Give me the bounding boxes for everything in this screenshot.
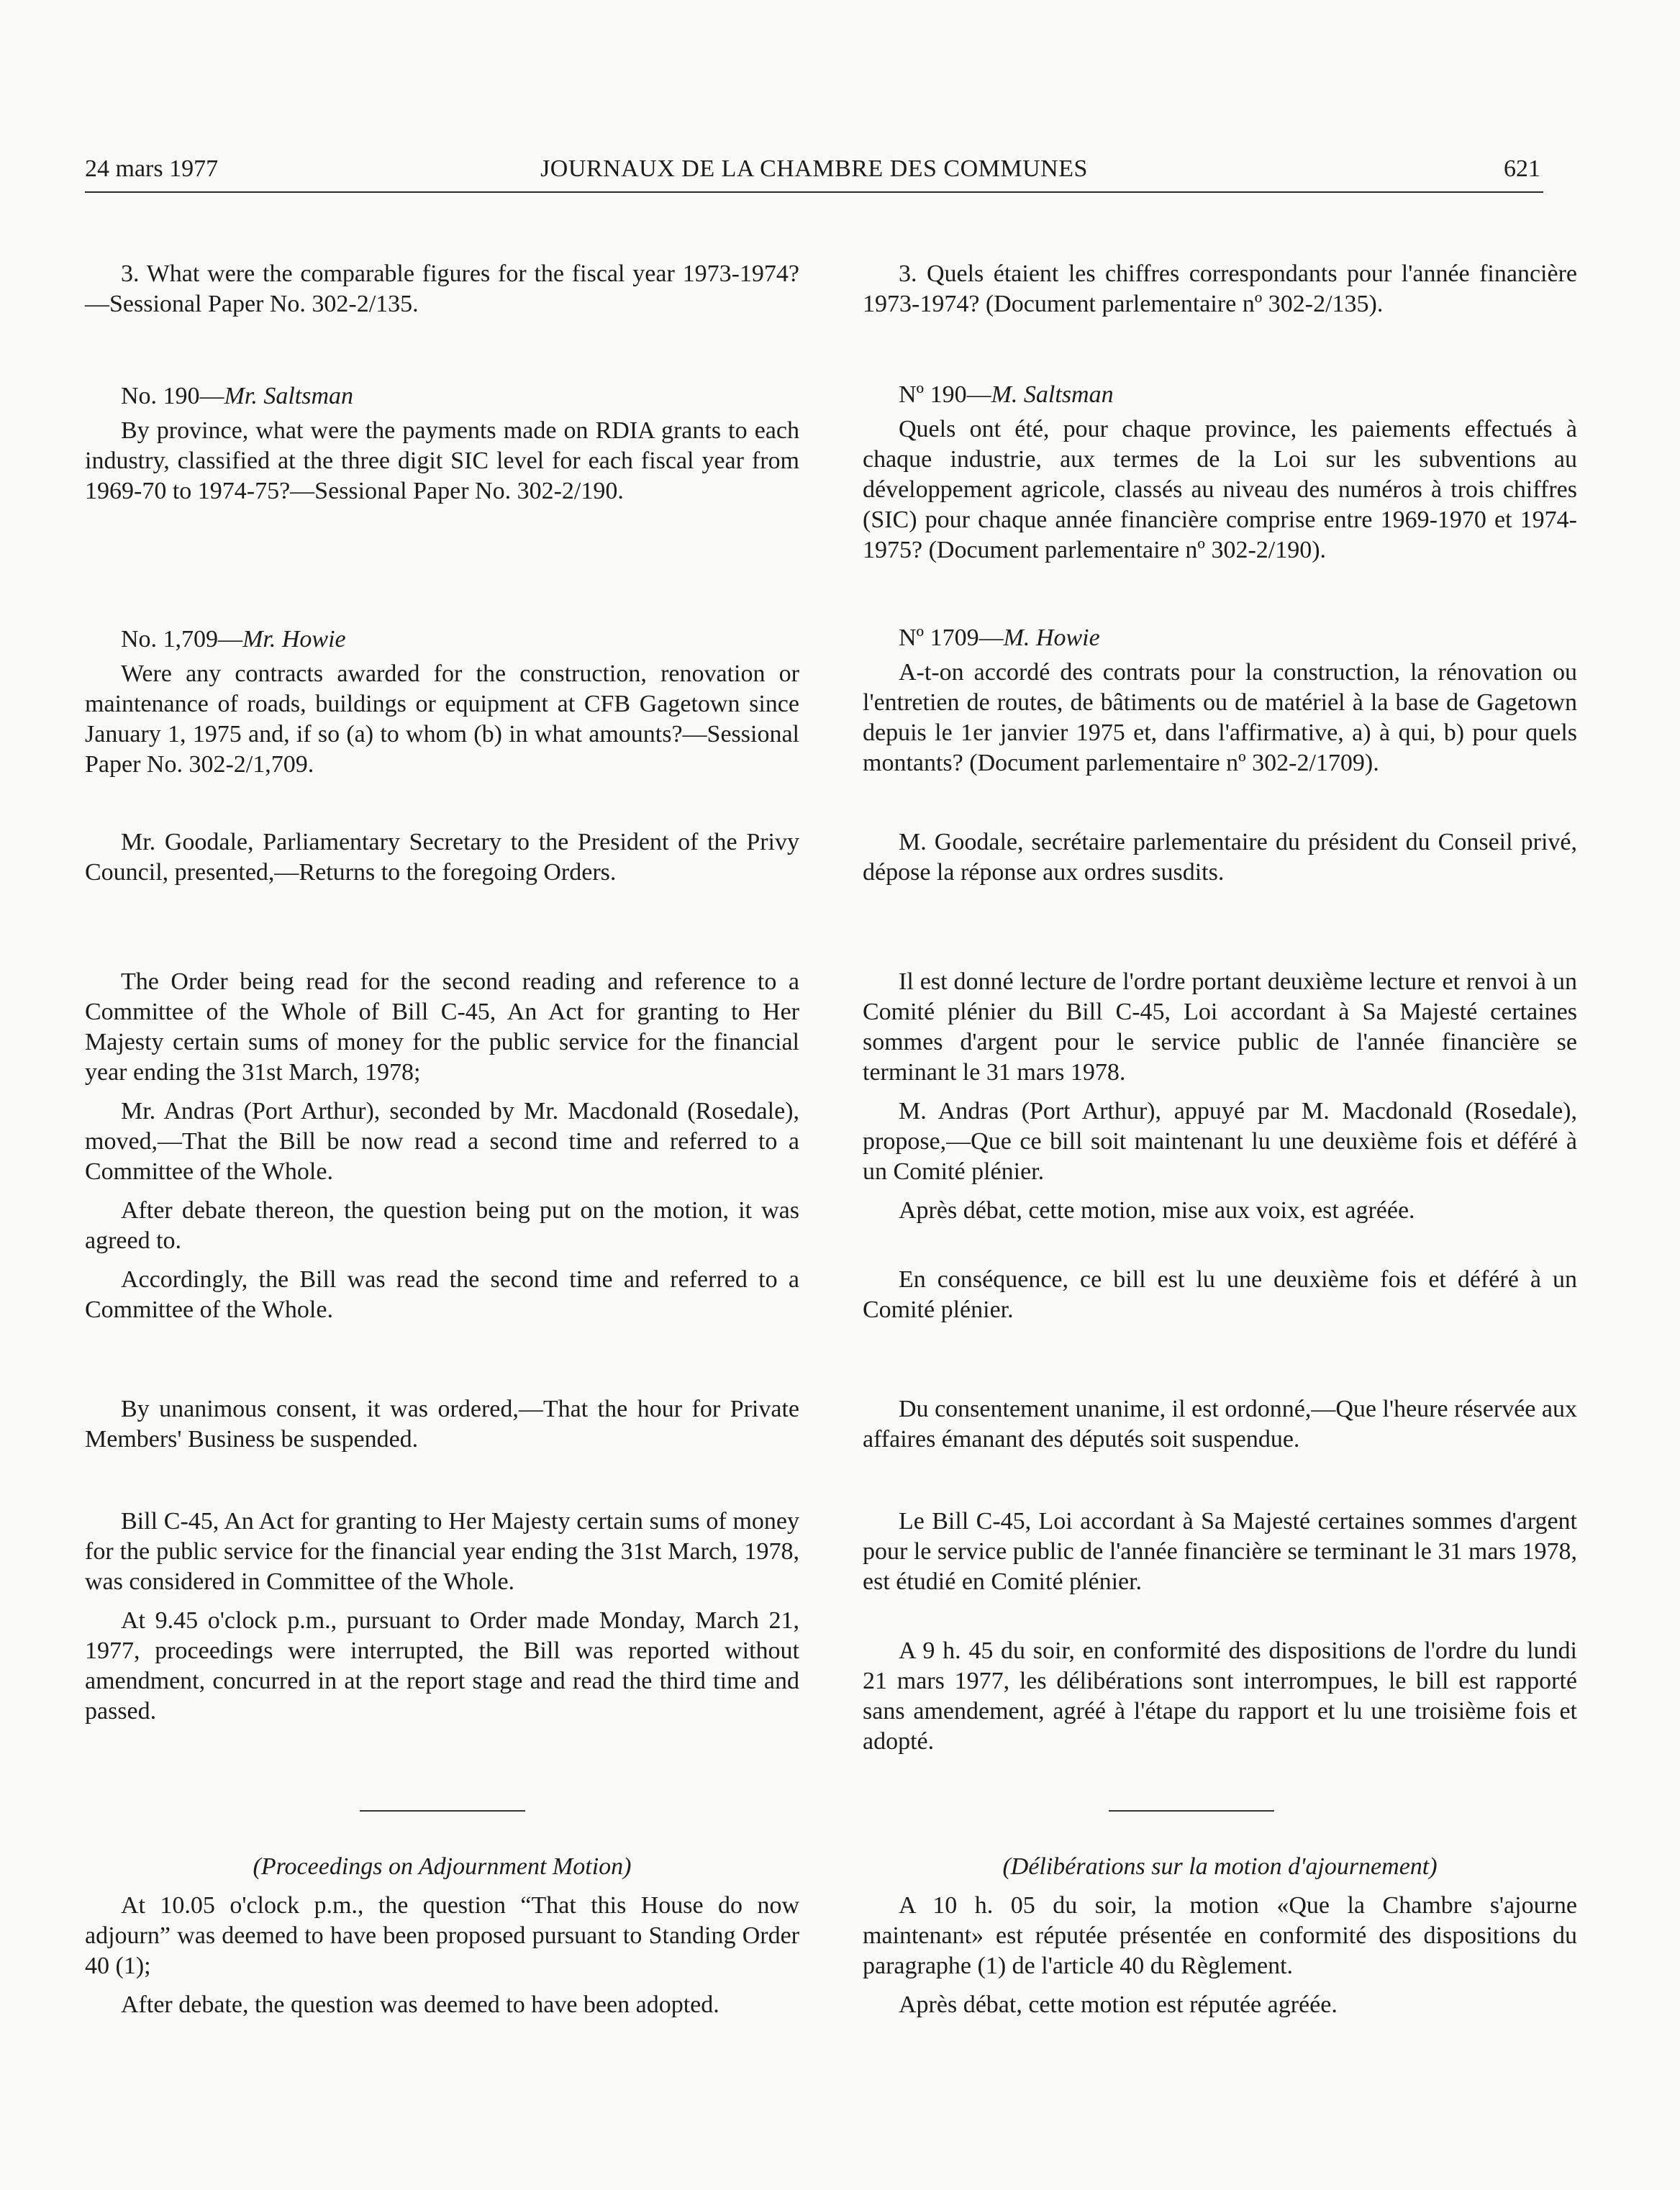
question-1709-fr-text: A-t-on accordé des contrats pour la construction, la rénovation ou l'entretien de routes, de bâtiments ou de matériel à la base de Gagetown depuis le 1er janvier 1975 et, dans l'affirmative, a) à qui, b) pour quels montants? (Document parlementaire nº 302-2/1709). xyxy=(863,659,1577,776)
proceedings-fr-heading: (Délibérations sur la motion d'ajournement) xyxy=(1002,1853,1438,1880)
question-190-fr-heading: Nº 190—M. Saltsman xyxy=(899,381,1114,408)
section-divider-fr xyxy=(1109,1810,1274,1812)
order-fr-text: Il est donné lecture de l'ordre portant deuxième lecture et renvoi à un Comité plénier du Bill C-45, Loi accordant à Sa Majesté certaines sommes d'argent pour le service public de l'année financière se terminant le 31 mars 1978. xyxy=(863,968,1577,1086)
goodale-fr-text: M. Goodale, secrétaire parlementaire du président du Conseil privé, dépose la réponse aux ordres susdits. xyxy=(863,829,1577,886)
question-1709 xyxy=(85,624,799,780)
bill-c45-fr xyxy=(863,1507,1577,1757)
bill-fr-text: Le Bill C-45, Loi accordant à Sa Majesté certaines sommes d'argent pour le service public de l'année financière se terminant le 31 mars 1978, est étudié en Comité plénier. xyxy=(863,1508,1577,1595)
accordingly-text: Accordingly, the Bill was read the second time and referred to a Committee of the Whole. xyxy=(85,1266,799,1323)
question-3 xyxy=(85,259,799,319)
question-1709-fr-heading: Nº 1709—M. Howie xyxy=(899,624,1100,651)
consent-text: By unanimous consent, it was ordered,—That the hour for Private Members' Business be suspended. xyxy=(85,1396,799,1453)
question-1709-fr xyxy=(863,623,1577,778)
journal-title: JOURNAUX DE LA CHAMBRE DES COMMUNES xyxy=(540,155,1088,182)
question-190-text: By province, what were the payments made on RDIA grants to each industry, classified at the three digit SIC level for each fiscal year from 1969-70 to 1974-75?—Sessional Paper No. 302-2/190. xyxy=(85,417,799,504)
at-1005-text: At 10.05 o'clock p.m., the question “That this House do now adjourn” was deemed to have been proposed pursuant to Standing Order 40 (1); xyxy=(85,1892,799,1979)
question-1709-heading: No. 1,709—Mr. Howie xyxy=(121,626,346,653)
debate-text: After debate thereon, the question being put on the motion, it was agreed to. xyxy=(85,1197,799,1254)
at-945-fr-text: A 9 h. 45 du soir, en conformité des dispositions de l'ordre du lundi 21 mars 1977, les délibérations sont interrompues, le bill est rapporté sans amendement, agréé à l'étape du rapport et lu une troisième fois et adopté. xyxy=(863,1637,1577,1755)
question-3-fr xyxy=(863,259,1577,319)
adopted-text: After debate, the question was deemed to have been adopted. xyxy=(121,1991,719,2018)
question-190 xyxy=(85,381,799,506)
order-text: The Order being read for the second reading and reference to a Committee of the Whole of Bill C-45, An Act for granting to Her Majesty certain sums of money for the public service for the financial year ending the 31st March, 1978; xyxy=(85,968,799,1086)
goodale-text: Mr. Goodale, Parliamentary Secretary to the President of the Privy Council, presented,—Returns to the foregoing Orders. xyxy=(85,829,799,886)
at-945-text: At 9.45 o'clock p.m., pursuant to Order made Monday, March 21, 1977, proceedings were interrupted, the Bill was reported without amendment, concurred in at the report stage and read the third time and passed. xyxy=(85,1607,799,1725)
adopted-fr-text: Après débat, cette motion est réputée agréée. xyxy=(899,1991,1338,2018)
goodale-returns-fr xyxy=(863,827,1577,888)
consent-fr-text: Du consentement unanime, il est ordonné,—Que l'heure réservée aux affaires émanant des députés soit suspendue. xyxy=(863,1396,1577,1453)
proceedings-heading: (Proceedings on Adjournment Motion) xyxy=(253,1853,632,1880)
section-divider xyxy=(360,1810,525,1812)
debate-fr-text: Après débat, cette motion, mise aux voix, est agréée. xyxy=(899,1197,1415,1224)
adjournment-proceedings-fr xyxy=(863,1852,1577,2020)
page-number: 621 xyxy=(1504,155,1540,182)
header-date: 24 mars 1977 xyxy=(85,155,219,182)
at-1005-fr-text: A 10 h. 05 du soir, la motion «Que la Chambre s'ajourne maintenant» est réputée présentée en conformité des dispositions du paragraphe (1) de l'article 40 du Règlement. xyxy=(863,1892,1577,1979)
andras-motion-fr: M. Andras (Port Arthur), appuyé par M. Macdonald (Rosedale), propose,—Que ce bill soit maintenant lu une deuxième fois et déféré à un Comité plénier. xyxy=(863,1098,1577,1185)
question-190-fr-text: Quels ont été, pour chaque province, les paiements effectués à chaque industrie, aux termes de la Loi sur les subventions au développement agricole, classés au niveau des numéros à trois chiffres (SIC) pour chaque année financière comprise entre 1969-1970 et 1974-1975? (Document parlementaire nº 302-2/190). xyxy=(863,416,1577,563)
andras-motion: Mr. Andras (Port Arthur), seconded by Mr. Macdonald (Rosedale), moved,—That the Bill be now read a second time and referred to a Committee of the Whole. xyxy=(85,1098,799,1185)
question-190-fr xyxy=(863,380,1577,565)
second-reading-fr xyxy=(863,967,1577,1325)
question-1709-text: Were any contracts awarded for the construction, renovation or maintenance of roads, buildings or equipment at CFB Gagetown since January 1, 1975 and, if so (a) to whom (b) in what amounts?—Sessional Paper No. 302-2/1,709. xyxy=(85,660,799,778)
bill-text: Bill C-45, An Act for granting to Her Majesty certain sums of money for the public service for the financial year ending the 31st March, 1978, was considered in Committee of the Whole. xyxy=(85,1508,799,1595)
accordingly-fr-text: En conséquence, ce bill est lu une deuxième fois et déféré à un Comité plénier. xyxy=(863,1266,1577,1323)
adjournment-proceedings xyxy=(85,1852,799,2020)
page-header xyxy=(85,153,1543,193)
goodale-returns xyxy=(85,827,799,888)
question-190-heading: No. 190—Mr. Saltsman xyxy=(121,383,354,409)
second-reading xyxy=(85,967,799,1325)
question-3-fr-text: 3. Quels étaient les chiffres correspondants pour l'année financière 1973-1974? (Document parlementaire nº 302-2/135). xyxy=(863,260,1577,317)
bill-c45 xyxy=(85,1507,799,1727)
unanimous-consent-fr xyxy=(863,1394,1577,1455)
question-3-text: 3. What were the comparable figures for the fiscal year 1973-1974?—Sessional Paper No. 302-2/135. xyxy=(85,260,799,317)
unanimous-consent xyxy=(85,1394,799,1455)
